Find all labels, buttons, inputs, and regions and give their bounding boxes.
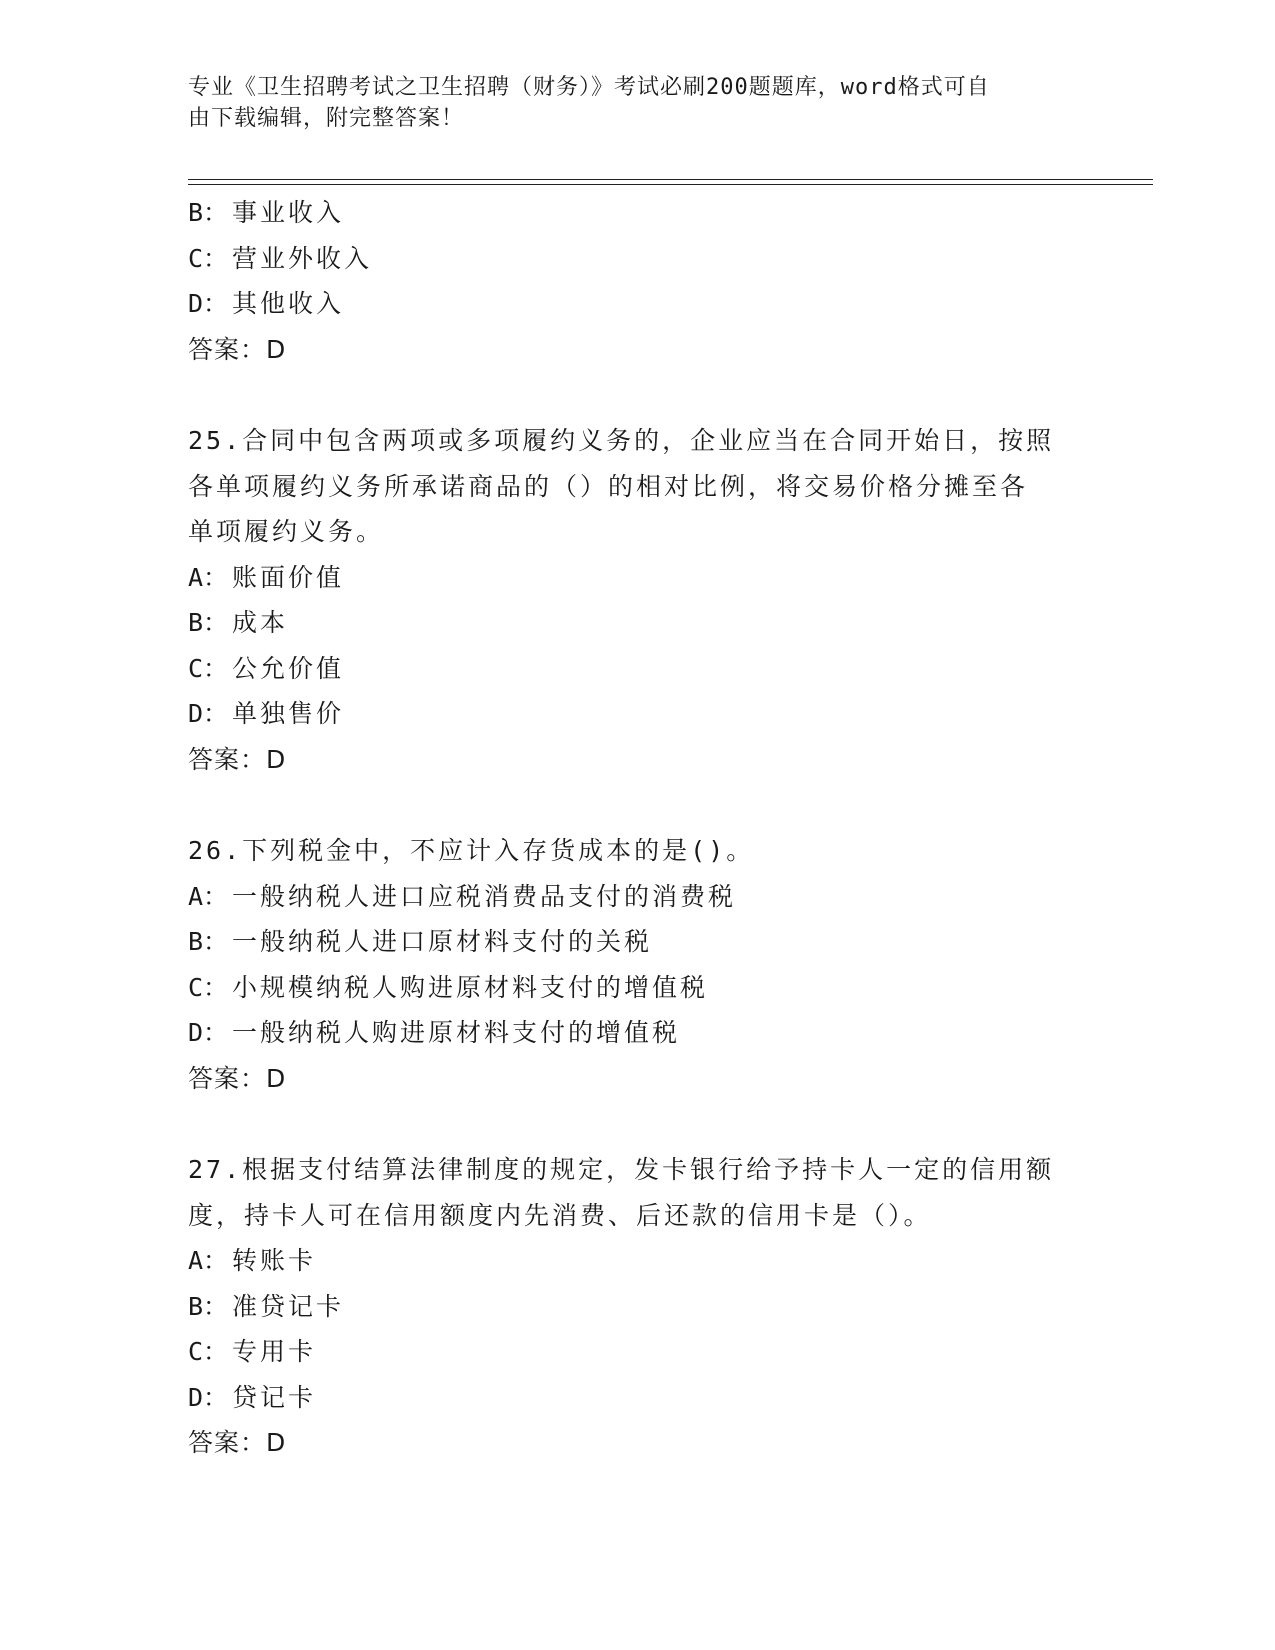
option-a: A： 转账卡 — [188, 1246, 317, 1275]
option-b: B： 事业收入 — [188, 198, 345, 227]
question-list — [188, 190, 1088, 1466]
question-text-line: 单项履约义务。 — [188, 517, 385, 546]
question-24-continued — [188, 190, 1088, 372]
option-c: C： 公允价值 — [188, 653, 345, 683]
option-c: C： 营业外收入 — [188, 243, 373, 273]
option-d: D： 贷记卡 — [188, 1382, 317, 1412]
option-b: B： 一般纳税人进口原材料支付的关税 — [188, 927, 653, 956]
question-27 — [188, 1147, 1088, 1466]
option-d: D： 其他收入 — [188, 289, 345, 318]
option-b: B： 成本 — [188, 608, 289, 637]
option-c: C： 小规模纳税人购进原材料支付的增值税 — [188, 972, 709, 1002]
question-25 — [188, 418, 1088, 782]
option-b: B： 准贷记卡 — [188, 1291, 345, 1321]
spacer — [188, 1101, 1088, 1147]
spacer — [188, 782, 1088, 828]
option-a: A： 账面价值 — [188, 562, 345, 592]
question-text-line: 各单项履约义务所承诺商品的（）的相对比例，将交易价格分摊至各 — [188, 471, 1029, 501]
option-c: C： 专用卡 — [188, 1337, 317, 1366]
option-a: A： 一般纳税人进口应税消费品支付的消费税 — [188, 881, 737, 911]
question-text-line: 度，持卡人可在信用额度内先消费、后还款的信用卡是（）。 — [188, 1200, 932, 1230]
answer-line: 答案：D — [188, 1063, 287, 1093]
option-d: D： 一般纳税人购进原材料支付的增值税 — [188, 1018, 681, 1047]
question-text-line: 26.下列税金中，不应计入存货成本的是()。 — [188, 836, 755, 865]
question-text-line: 27.根据支付结算法律制度的规定，发卡银行给予持卡人一定的信用额 — [188, 1155, 1055, 1184]
page-header — [188, 72, 1078, 134]
spacer — [188, 372, 1088, 418]
question-text-line: 25.合同中包含两项或多项履约义务的，企业应当在合同开始日，按照 — [188, 426, 1055, 455]
header-divider — [188, 179, 1153, 185]
header-line-2: 由下载编辑，附完整答案！ — [188, 106, 465, 131]
answer-line: 答案：D — [188, 1428, 287, 1457]
answer-line: 答案：D — [188, 744, 287, 774]
answer-line: 答案：D — [188, 334, 287, 364]
option-d: D： 单独售价 — [188, 699, 345, 728]
header-line-1: 专业《卫生招聘考试之卫生招聘（财务）》考试必刷200题题库，word格式可自 — [188, 75, 990, 100]
question-26 — [188, 828, 1088, 1101]
